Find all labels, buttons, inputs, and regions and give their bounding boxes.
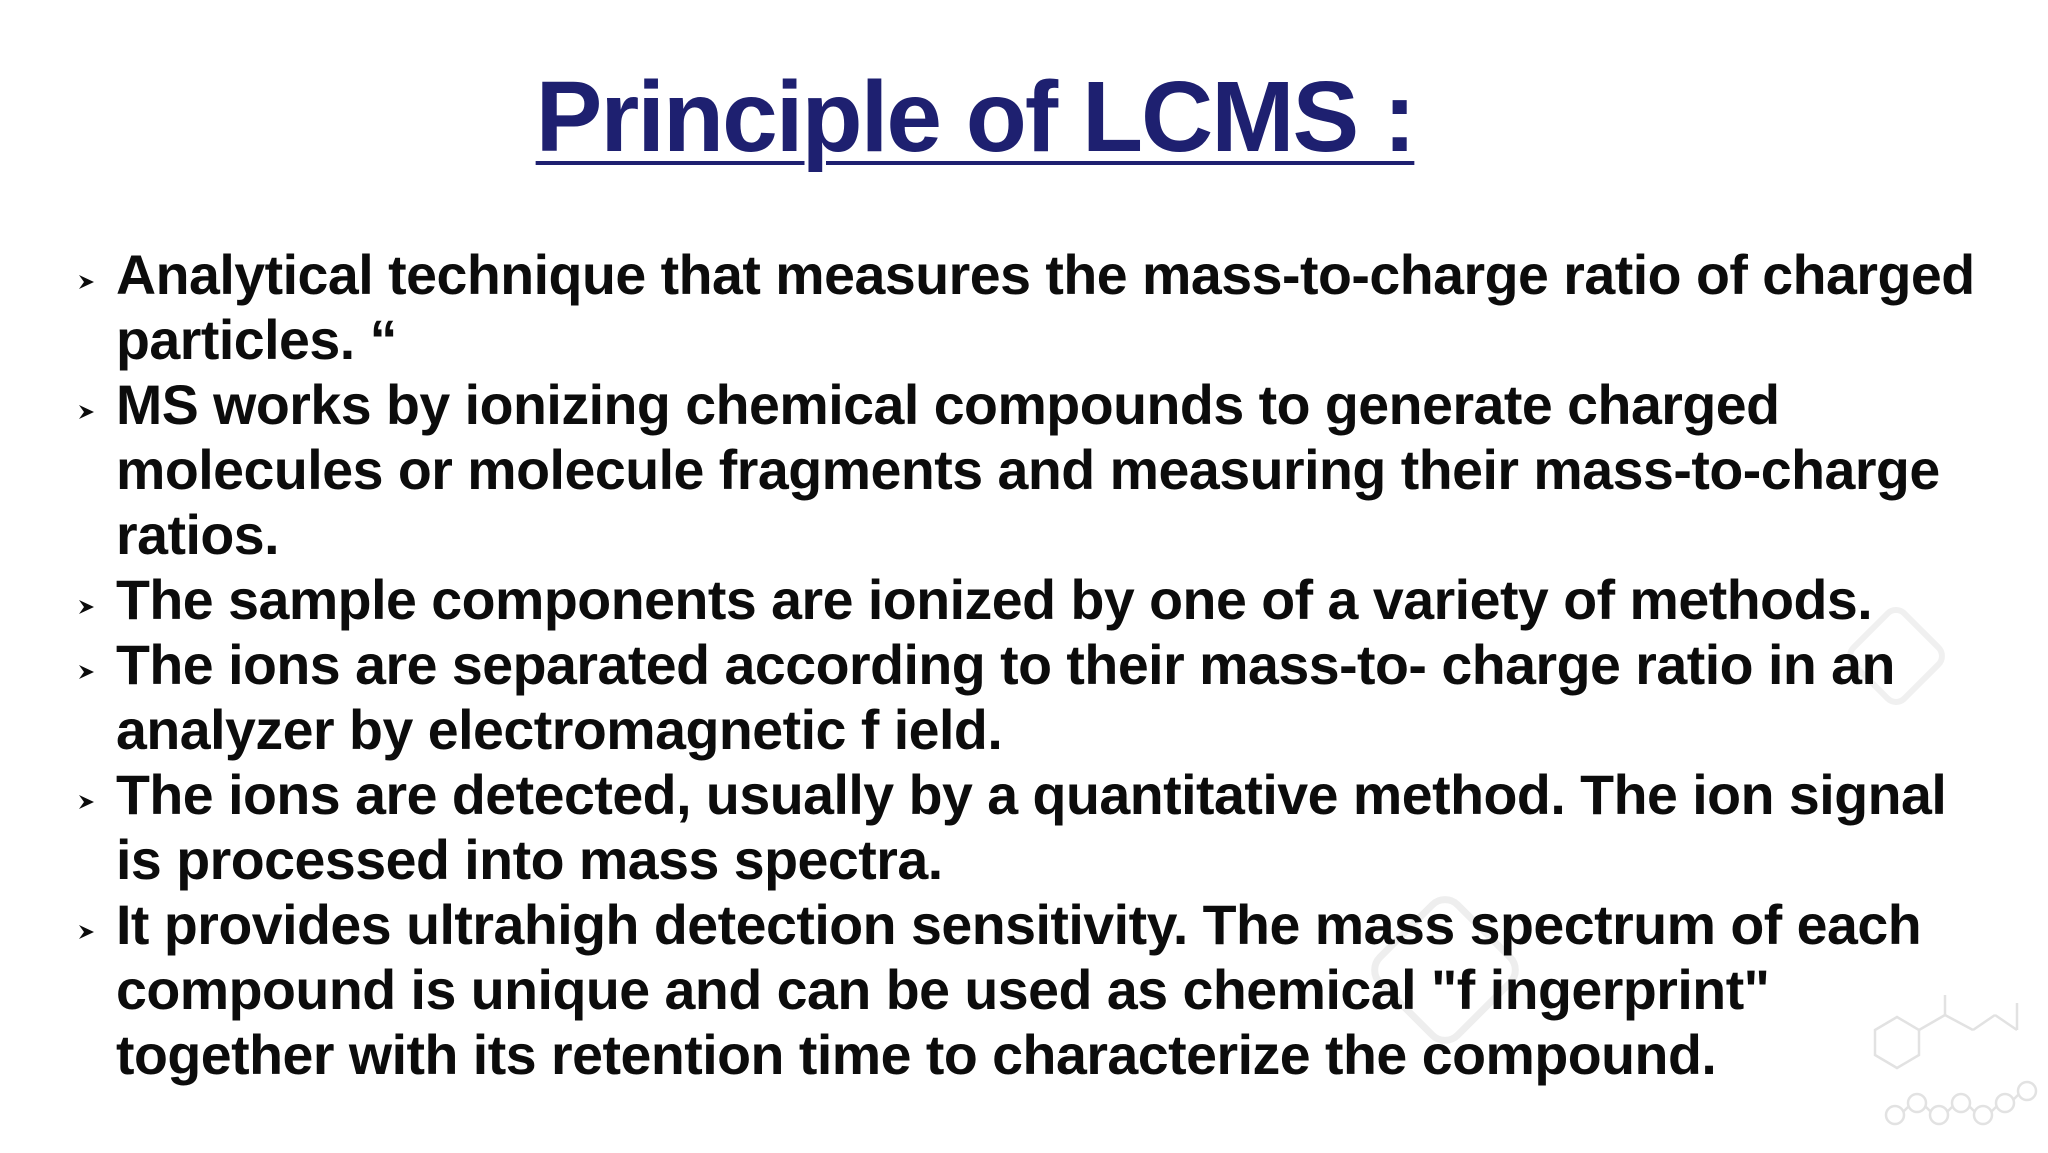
slide-title-text: Principle of LCMS : bbox=[535, 61, 1415, 173]
bullet-text: Analytical technique that measures the mass-to-charge ratio of charged particles. “ bbox=[116, 244, 1975, 371]
arrowhead-bullet-icon bbox=[78, 633, 100, 698]
bullet-text: The ions are separated according to their mass-to- charge ratio in an analyzer by electromagnetic f ield. bbox=[116, 634, 1895, 761]
arrowhead-bullet-icon bbox=[78, 373, 100, 438]
arrowhead-bullet-icon bbox=[78, 243, 100, 308]
slide-title bbox=[0, 62, 1950, 172]
bullet-item bbox=[78, 893, 1998, 1088]
bullet-text: MS works by ionizing chemical compounds to generate charged molecules or molecule fragments and measuring their mass-to-charge ratios. bbox=[116, 374, 1940, 566]
arrowhead-bullet-icon bbox=[78, 763, 100, 828]
arrowhead-bullet-icon bbox=[78, 568, 100, 633]
bullet-item bbox=[78, 633, 1998, 763]
bullet-item bbox=[78, 763, 1998, 893]
bullet-text: The sample components are ionized by one of a variety of methods. bbox=[116, 569, 1873, 631]
bullet-item bbox=[78, 568, 1998, 633]
bullet-text: The ions are detected, usually by a quantitative method. The ion signal is processed into mass spectra. bbox=[116, 764, 1947, 891]
bullet-list bbox=[78, 243, 1998, 1088]
arrowhead-bullet-icon bbox=[78, 893, 100, 958]
bullet-item bbox=[78, 373, 1998, 568]
bullet-text: It provides ultrahigh detection sensitivity. The mass spectrum of each compound is unique and can be used as chemical "f ingerprint" together with its retention time to characterize the compound. bbox=[116, 894, 1922, 1086]
bullet-item bbox=[78, 243, 1998, 373]
